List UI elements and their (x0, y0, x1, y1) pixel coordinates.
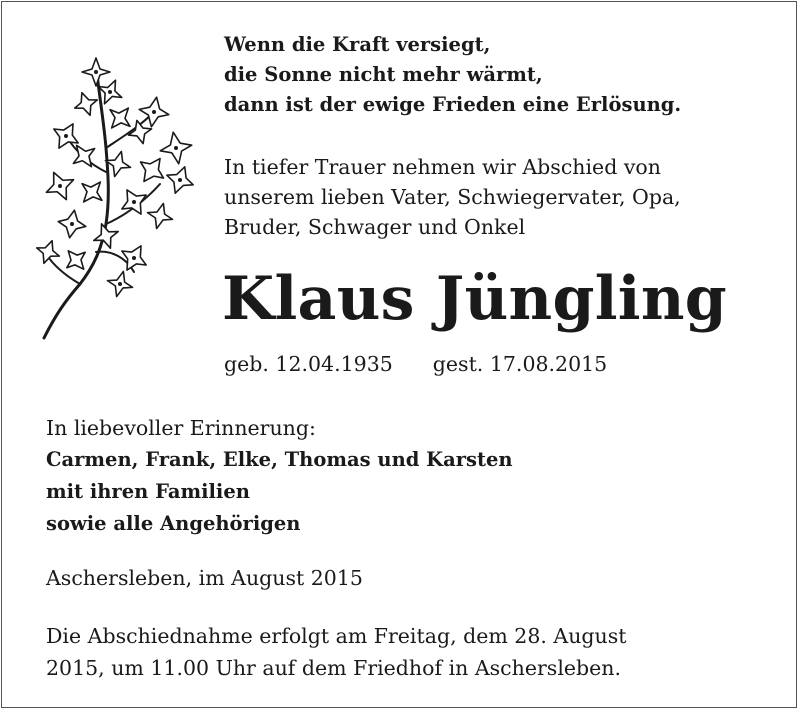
place-date: Aschersleben, im August 2015 (46, 566, 363, 590)
poem-line: dann ist der ewige Frieden eine Erlösung. (224, 93, 682, 116)
farewell-line: Die Abschiednahme erfolgt am Freitag, dem 28. August (46, 624, 627, 648)
deceased-name: Klaus Jüngling (222, 264, 728, 334)
mourner-line: sowie alle Angehörigen (46, 512, 301, 535)
memory-heading: In liebevoller Erinnerung: (46, 416, 316, 440)
poem-line: die Sonne nicht mehr wärmt, (224, 63, 543, 86)
mourner-line: mit ihren Familien (46, 480, 250, 503)
farewell-info (46, 620, 627, 684)
intro-line: Bruder, Schwager und Onkel (224, 215, 526, 239)
intro-line: In tiefer Trauer nehmen wir Abschied von (224, 155, 661, 179)
intro-line: unserem lieben Vater, Schwiegervater, Opa, (224, 185, 681, 209)
mourners-list (46, 444, 513, 540)
poem-verse (224, 30, 681, 120)
death-date: gest. 17.08.2015 (432, 352, 608, 376)
birth-date: geb. 12.04.1935 (224, 352, 393, 376)
life-dates (224, 350, 607, 378)
forsythia-branch-icon (36, 52, 206, 344)
intro-text (224, 152, 681, 242)
poem-line: Wenn die Kraft versiegt, (224, 33, 491, 56)
farewell-line: 2015, um 11.00 Uhr auf dem Friedhof in Aschersleben. (46, 656, 621, 680)
mourner-line: Carmen, Frank, Elke, Thomas und Karsten (46, 448, 513, 471)
